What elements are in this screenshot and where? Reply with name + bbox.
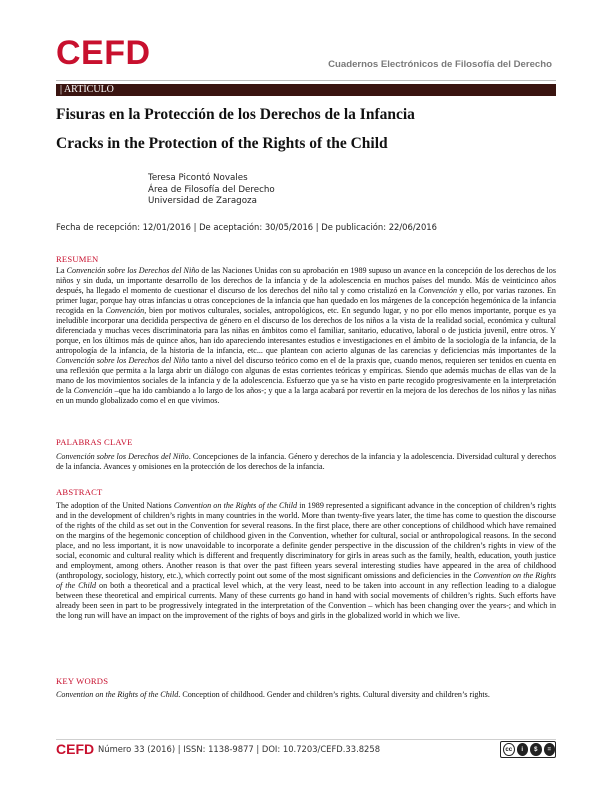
title-spanish: Fisuras en la Protección de los Derechos de la Infancia <box>56 106 415 123</box>
section-bar <box>56 84 556 96</box>
abstract-text: The adoption of the United Nations Convention on the Rights of the Child in 1989 represented a significant advance in the conception of children’s rights and in the development of children’s rights in many countries in the world. More than twenty-five years later, the time has come to question the discourse of the rights of the child as set out in the Convention for several reasons. In the first place, there are other conceptions of childhood which have remained on the margins of the hegemonic conception of childhood given in the Convention, whether for cultural, social or anthropological reasons. In the second place, and no less important, it is now unavoidable to incorporate a definite gender perspective in the discussion of the children’s rights in view of the social, economic and cultural reality which is different and frequently discriminatory for girls in areas such as the family, health, education, youth justice and employment, among others. Another reason is that over the past fifteen years several interesting studies have appeared in the area of childhood (anthropology, sociology, history, etc.), which correctly point out some of the most significant omissions and deficiencies in the Convention on the Rights of the Child on both a theoretical and a practical level which, at the very least, need to be taken into account in any reflection leading to a dialogue between these theoretical and empirical currents. Many of these currents go hand in hand with social movements of children’s rights. Such efforts have already been seen in part to be progressively integrated in the interpretation of the Convention – which has been changing over the years-; and which in the long run will have an impact on the improvement of the rights of boys and girls in the globalized world in which we live. <box>56 501 556 620</box>
footer-citation: Número 33 (2016) | ISSN: 1138-9877 | DOI: 10.7203/CEFD.33.8258 <box>98 744 381 754</box>
section-label: | ARTÍCULO <box>60 84 114 95</box>
noderivatives-icon: = <box>544 743 556 756</box>
noncommercial-icon: $ <box>530 743 542 756</box>
cc-license-badge[interactable] <box>500 741 556 758</box>
footer-divider <box>56 739 556 740</box>
key-words-text: Convention on the Rights of the Child. Conception of childhood. Gender and children’s rights. Cultural diversity and children’s rights. <box>56 690 490 699</box>
author-name: Teresa Picontó Novales <box>148 173 248 183</box>
author-university: Universidad de Zaragoza <box>148 196 257 206</box>
title-english: Cracks in the Protection of the Rights of the Child <box>56 135 388 152</box>
cc-icon: cc <box>503 743 515 756</box>
palabras-clave-heading: PALABRAS CLAVE <box>56 437 133 447</box>
palabras-clave-text: Convención sobre los Derechos del Niño. Concepciones de la infancia. Género y derechos de la infancia y la adolescencia. Diversidad cultural y derechos de la infancia. Avances y omisiones en la protección de los derechos de la infancia. <box>56 452 556 471</box>
footer-logo: CEFD <box>56 741 95 757</box>
abstract-heading: ABSTRACT <box>56 487 103 497</box>
publication-dates: Fecha de recepción: 12/01/2016 | De aceptación: 30/05/2016 | De publicación: 22/06/2016 <box>56 222 437 232</box>
attribution-icon: i <box>517 743 529 756</box>
header-divider <box>56 80 556 81</box>
resumen-heading: RESUMEN <box>56 254 99 264</box>
author-block <box>148 173 275 208</box>
resumen-text: La Convención sobre los Derechos del Niño de las Naciones Unidas con su aprobación en 1989 supuso un avance en la concepción de los derechos de los niños y sin duda, un importante desarrollo de los derechos de la infancia y de la adolescencia en muchos países del mundo. Más de veinticinco años después, ha llegado el momento de cuestionar el discurso de los derechos del niño tal y como cristalizó en la Convención y ello, por varias razones. En primer lugar, porque hay otras infancias u otras concepciones de la infancia que han quedado en los márgenes de la concepción hegemónica de la infancia recogida en la Convención, bien por motivos culturales, sociales, antropológicos, etc. En segundo lugar, y no por ello menos importante, porque es ya ineludible incorporar una decidida perspectiva de género en el discurso de los derechos de los niños a la vista de la realidad social, económica y cultural diferenciada y muchas veces discriminatoria para las niñas en ámbitos como el familiar, sanitario, educativo, laboral o de justicia juvenil, entre otros. Y porque, en los últimos más de quince años, han ido apareciendo interesantes estudios e investigaciones en el ámbito de la sociología de la infancia, de la antropología de la infancia, de la historia de la infancia, etc... que plantean con acierto algunas de las carencias y deficiencias más importantes de la Convención sobre los Derechos del Niño tanto a nivel del discurso teórico como en el de la praxis que, cuando menos, requieren ser tenidos en cuenta en una reflexión que permita a la larga abrir un diálogo con algunas de estas corrientes teóricas y empíricas. Siendo que además muchas de ellas van de la mano de los movimientos sociales de la infancia y de la adolescencia. Esfuerzo que ya se ha visto en parte recogido progresivamente en la interpretación de la Convención –que ha ido cambiando a lo largo de los años-; y que a la larga acabará por revertir en la mejora de los derechos de los niños y las niñas en un mundo globalizado como el en que vivimos. <box>56 266 557 405</box>
journal-name: Cuadernos Electrónicos de Filosofía del Derecho <box>328 59 552 70</box>
journal-logo: CEFD <box>56 34 151 72</box>
author-department: Área de Filosofía del Derecho <box>148 184 275 195</box>
key-words-heading: KEY WORDS <box>56 676 109 686</box>
